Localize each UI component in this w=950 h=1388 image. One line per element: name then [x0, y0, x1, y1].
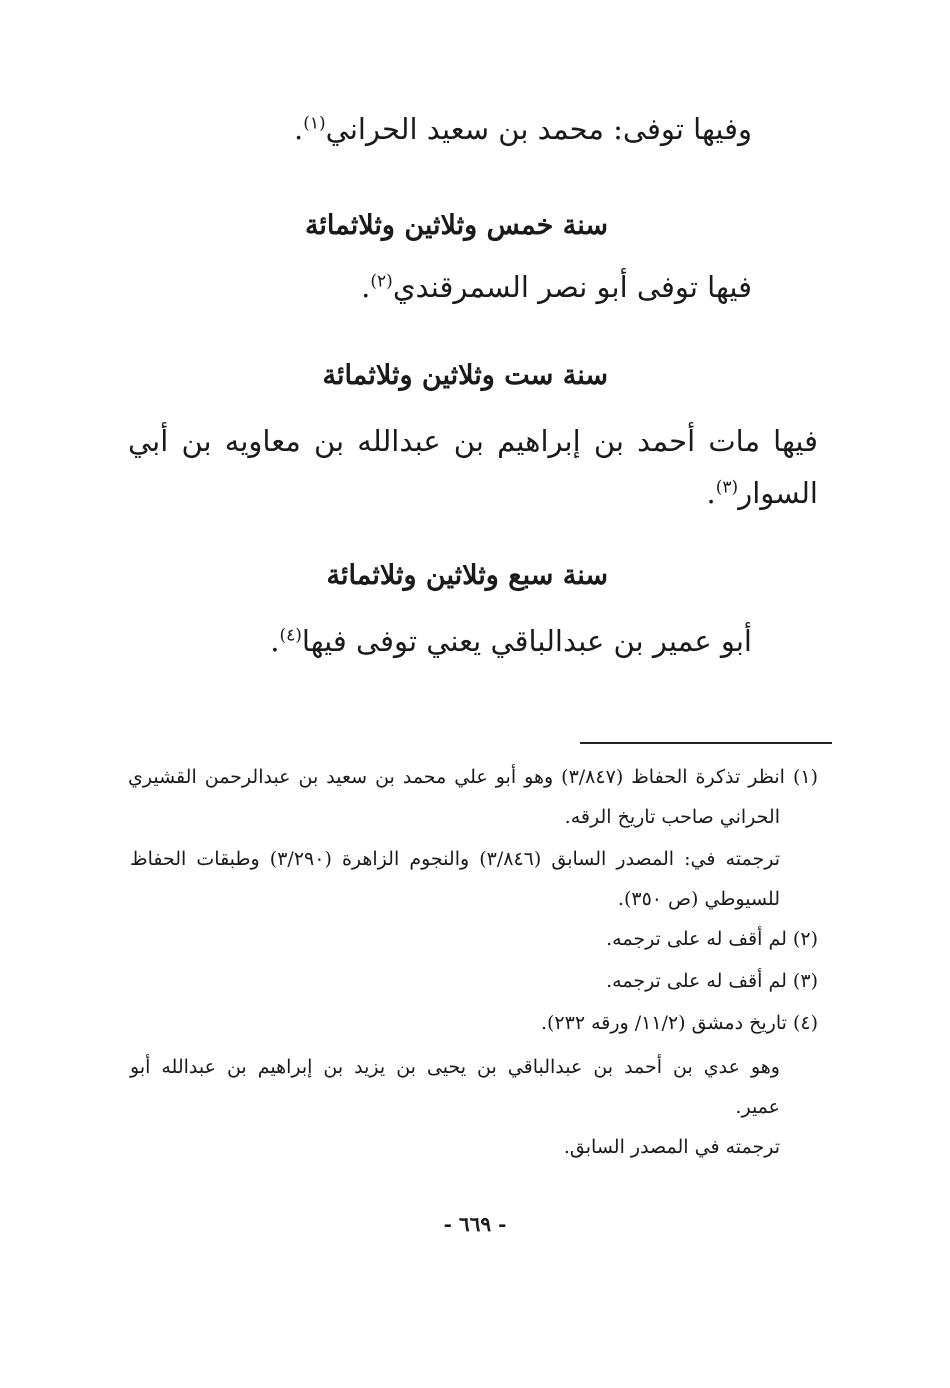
year-heading-336: سنة ست وثلاثين وثلاثمائة [322, 360, 608, 391]
year-heading-337: سنة سبع وثلاثين وثلاثمائة [326, 560, 608, 591]
year-heading-335: سنة خمس وثلاثين وثلاثمائة [304, 210, 608, 241]
entry-text: فيها توفى أبو نصر السمرقندي [392, 270, 752, 304]
entry-line-1 [294, 112, 752, 146]
footnote-1-line-b: الحراني صاحب تاريخ الرقه. [564, 806, 780, 828]
footnote-4-line-a: (٤) تاريخ دمشق (١١/٢/ ورقه ٢٣٢). [540, 1012, 818, 1034]
footnote-ref-1: (١) [303, 113, 326, 134]
footnote-1-line-d: للسيوطي (ص ٣٥٠). [617, 888, 780, 910]
footnote-3: (٣) لم أقف له على ترجمه. [606, 970, 818, 992]
entry-text: السوار [738, 476, 818, 510]
page-number: - ٦٦٩ - [443, 1212, 507, 1236]
entry-period: . [294, 112, 304, 146]
footnote-ref-3: (٣) [715, 477, 739, 498]
entry-text: وفيها توفى: محمد بن سعيد الحراني [325, 112, 752, 146]
footnote-1-line-c: ترجمته في: المصدر السابق (٣/٨٤٦) والنجوم الزاهرة (٣/٢٩٠) وطبقات الحفاظ [130, 848, 780, 870]
entry-line-3b [707, 476, 818, 510]
footnote-1-line-a: (١) انظر تذكرة الحفاظ (٣/٨٤٧) وهو أبو علي محمد بن سعيد بن عبدالرحمن القشيري [128, 766, 819, 788]
footnote-ref-2: (٢) [370, 271, 393, 292]
entry-text: أبو عمير بن عبدالباقي يعني توفى فيها [301, 624, 752, 658]
footnote-4-line-b: وهو عدي بن أحمد بن عبدالباقي بن يحيى بن يزيد بن إبراهيم بن عبدالله أبو [130, 1056, 780, 1078]
footnote-4-line-c: عمير. [735, 1096, 780, 1118]
entry-period: . [361, 270, 371, 304]
entry-line-4 [270, 624, 752, 658]
entry-line-3a: فيها مات أحمد بن إبراهيم بن عبدالله بن معاويه بن أبي [128, 424, 818, 458]
footnote-2: (٢) لم أقف له على ترجمه. [606, 928, 818, 950]
footnote-4-line-d: ترجمته في المصدر السابق. [563, 1136, 780, 1158]
footnote-separator [580, 742, 832, 744]
entry-period: . [706, 476, 716, 510]
entry-period: . [270, 624, 280, 658]
entry-line-2 [361, 270, 752, 304]
footnote-ref-4: (٤) [279, 625, 302, 646]
